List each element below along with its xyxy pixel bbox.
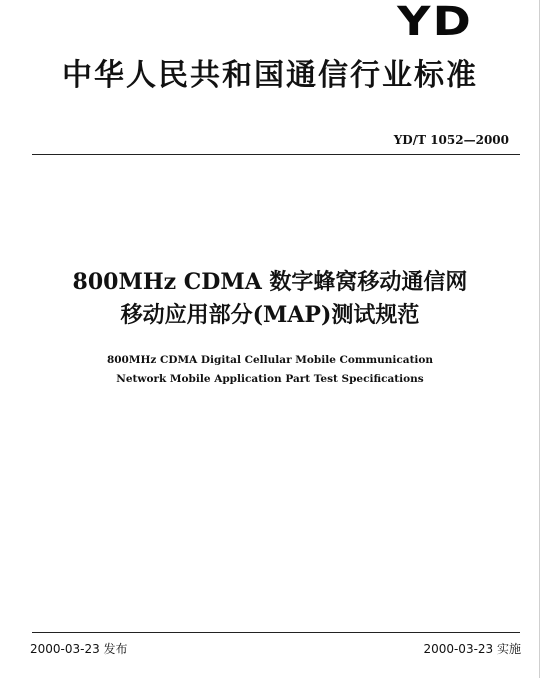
title-english-line-1: 800MHz CDMA Digital Cellular Mobile Communication: [106, 354, 434, 366]
title-chinese-line-1: 800MHz CDMA 数字蜂窝移动通信网: [72, 269, 468, 295]
issue-date: 2000-03-23 发布: [30, 642, 128, 656]
yd-logo: YD: [396, 0, 473, 45]
bottom-divider: [32, 632, 520, 633]
title-english-line-2: Network Mobile Application Part Test Specifications: [116, 373, 424, 385]
top-divider: [32, 154, 520, 155]
implementation-date: 2000-03-23 实施: [423, 642, 521, 656]
organization-title: 中华人民共和国通信行业标准: [62, 58, 478, 93]
standard-number: YD/T 1052—2000: [393, 133, 509, 147]
title-chinese-line-2: 移动应用部分(MAP)测试规范: [120, 302, 420, 328]
